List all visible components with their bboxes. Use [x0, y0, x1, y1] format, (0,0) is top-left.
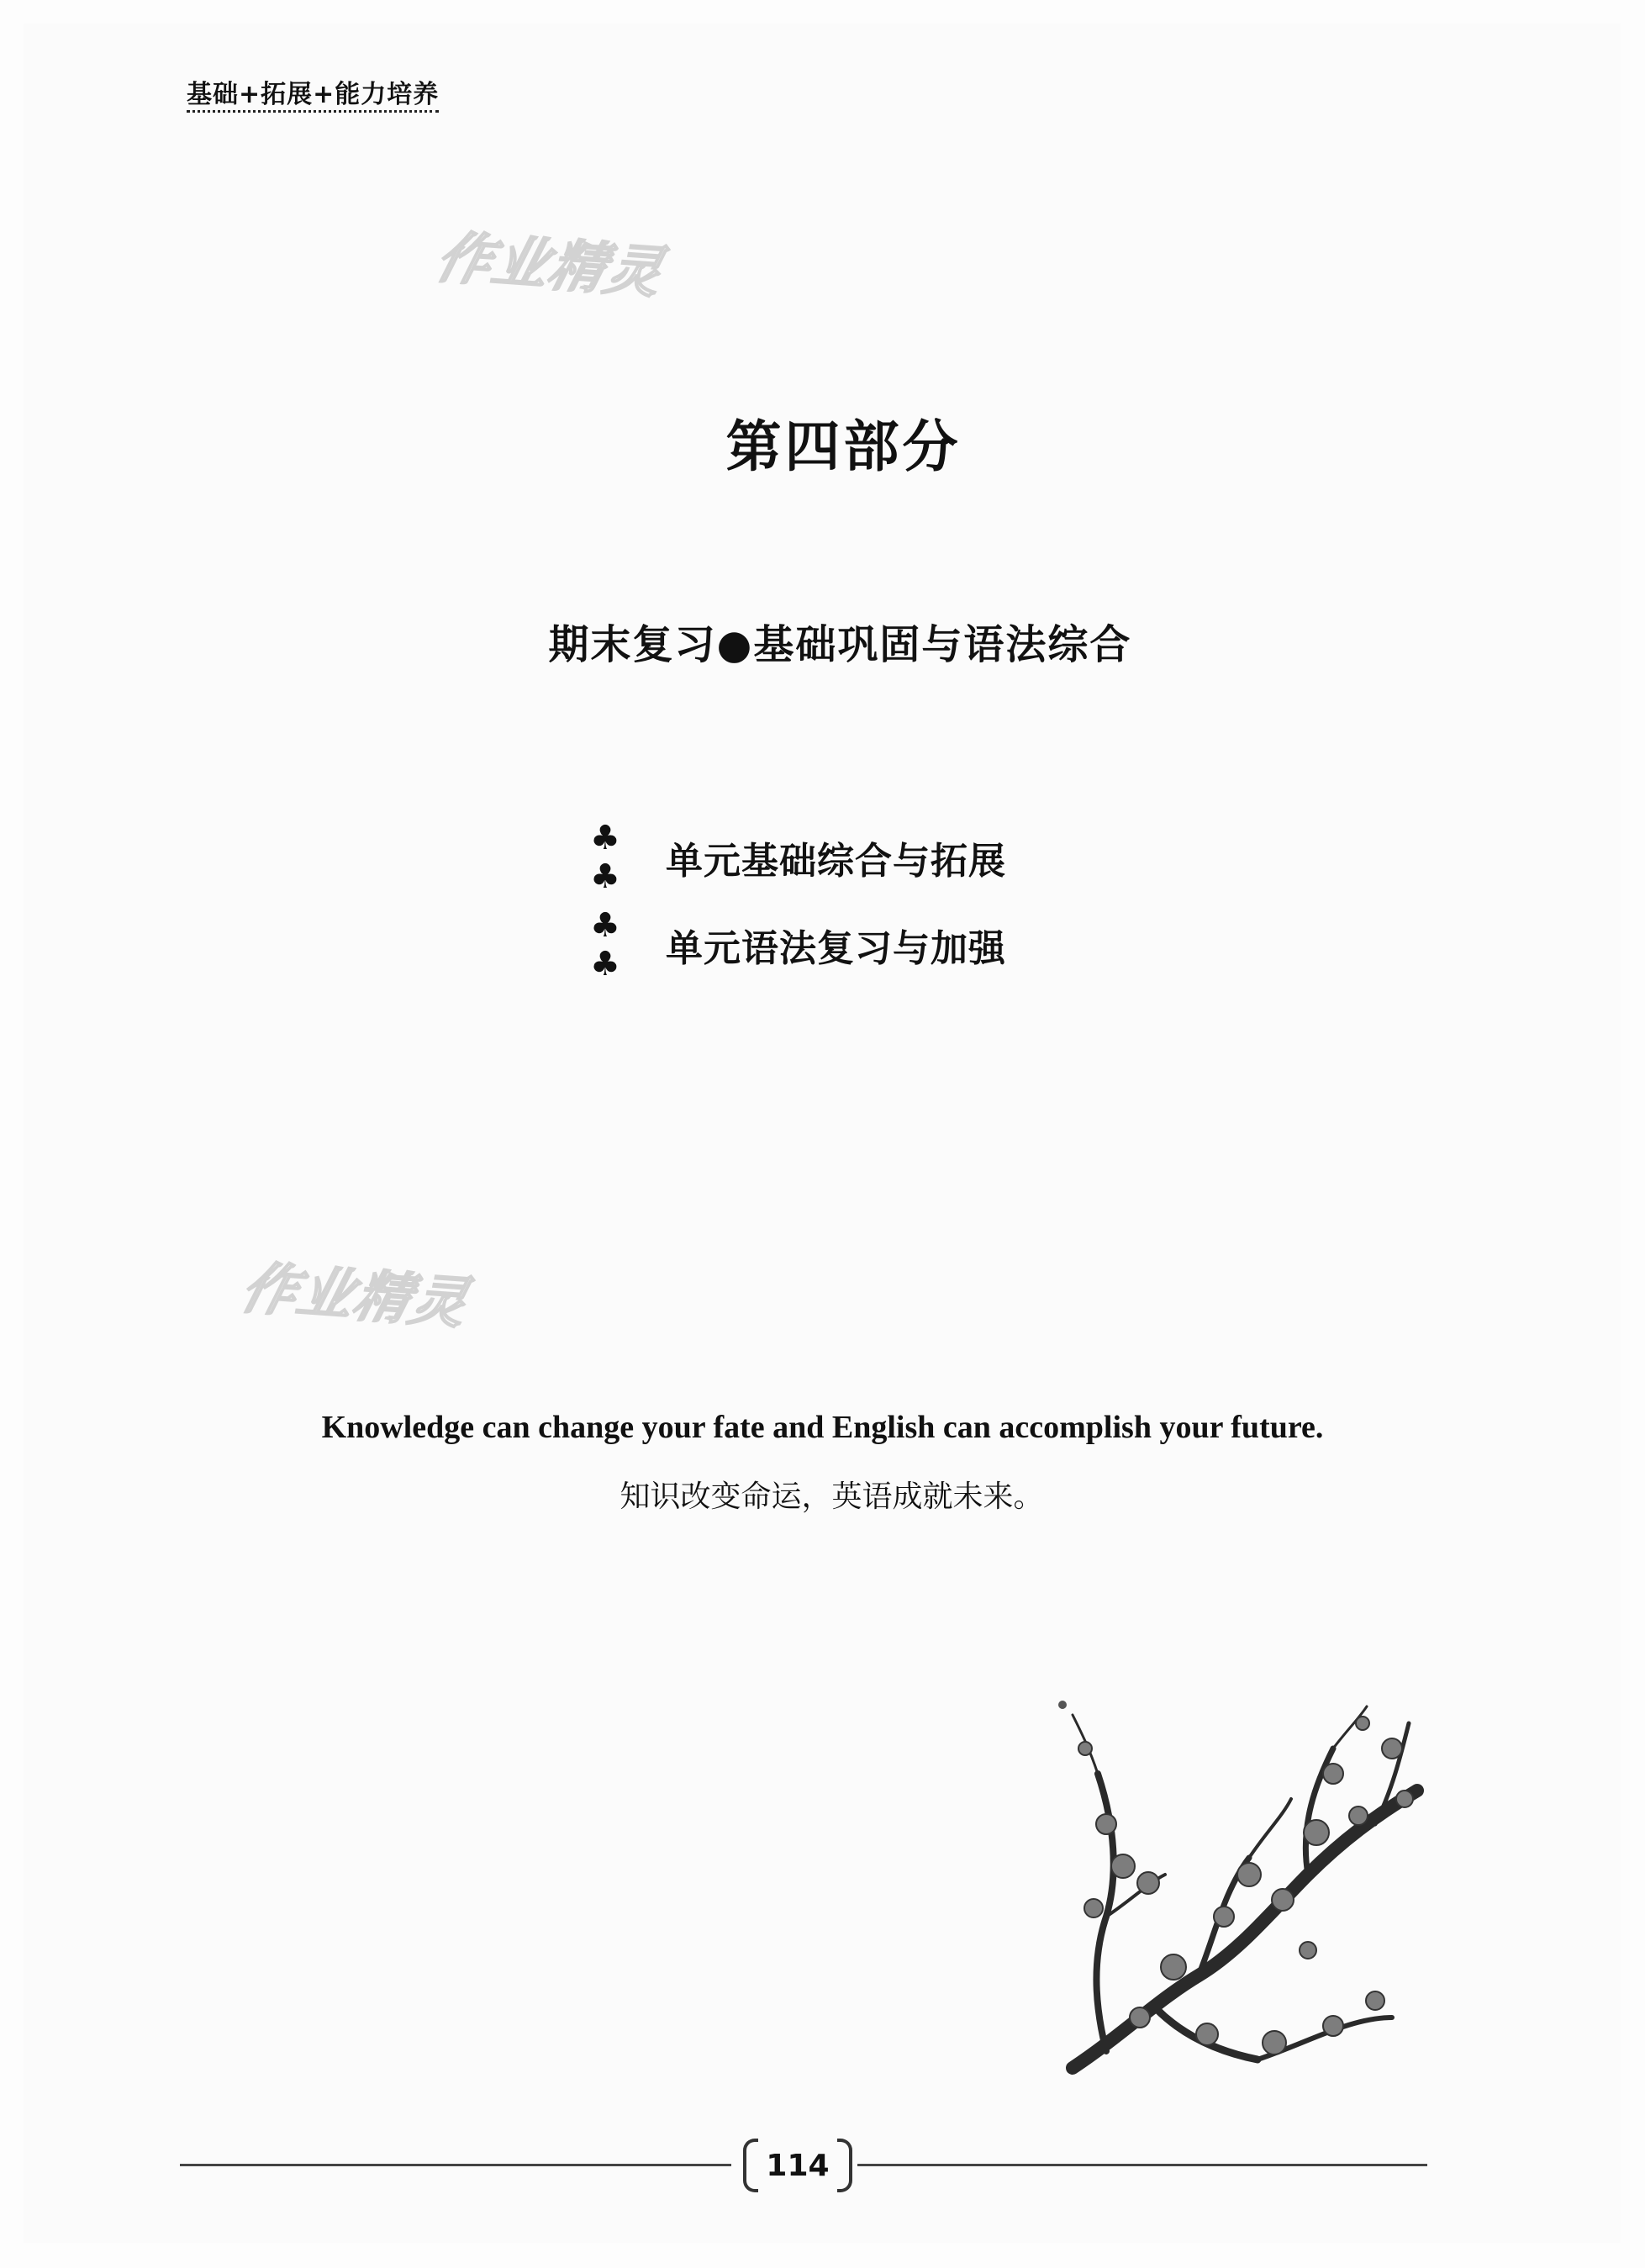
- page-number-label: 114: [766, 2148, 830, 2183]
- topic-item: [590, 906, 1006, 984]
- topic-item: [590, 819, 1006, 896]
- quote-english: Knowledge can change your fate and English can accomplish your future.: [321, 1410, 1324, 1445]
- series-header: 基础+拓展+能力培养: [187, 81, 439, 113]
- part-title: 第四部分: [725, 414, 962, 479]
- watermark-middle: 作业精灵: [235, 1255, 476, 1337]
- topic-label: 单元基础综合与拓展: [666, 840, 1006, 883]
- right-bracket-icon: [837, 2139, 852, 2192]
- plum-blossom-branch-icon: [1056, 1698, 1426, 2085]
- left-bracket-icon: [743, 2139, 758, 2192]
- footer-rule-right: [857, 2164, 1427, 2166]
- watermark-top: 作业精灵: [430, 224, 671, 306]
- quote-chinese: 知识改变命运，英语成就未来。: [620, 1479, 1044, 1514]
- footer-rule-left: [180, 2164, 731, 2166]
- clubs-bullet-icon: ♣ ♣: [590, 906, 620, 984]
- page-number: [743, 2139, 852, 2192]
- topic-list: [590, 819, 1006, 1007]
- section-title: 期末复习●基础巩固与语法综合: [548, 621, 1132, 668]
- topic-label: 单元语法复习与加强: [666, 927, 1006, 970]
- clubs-bullet-icon: ♣ ♣: [590, 819, 620, 896]
